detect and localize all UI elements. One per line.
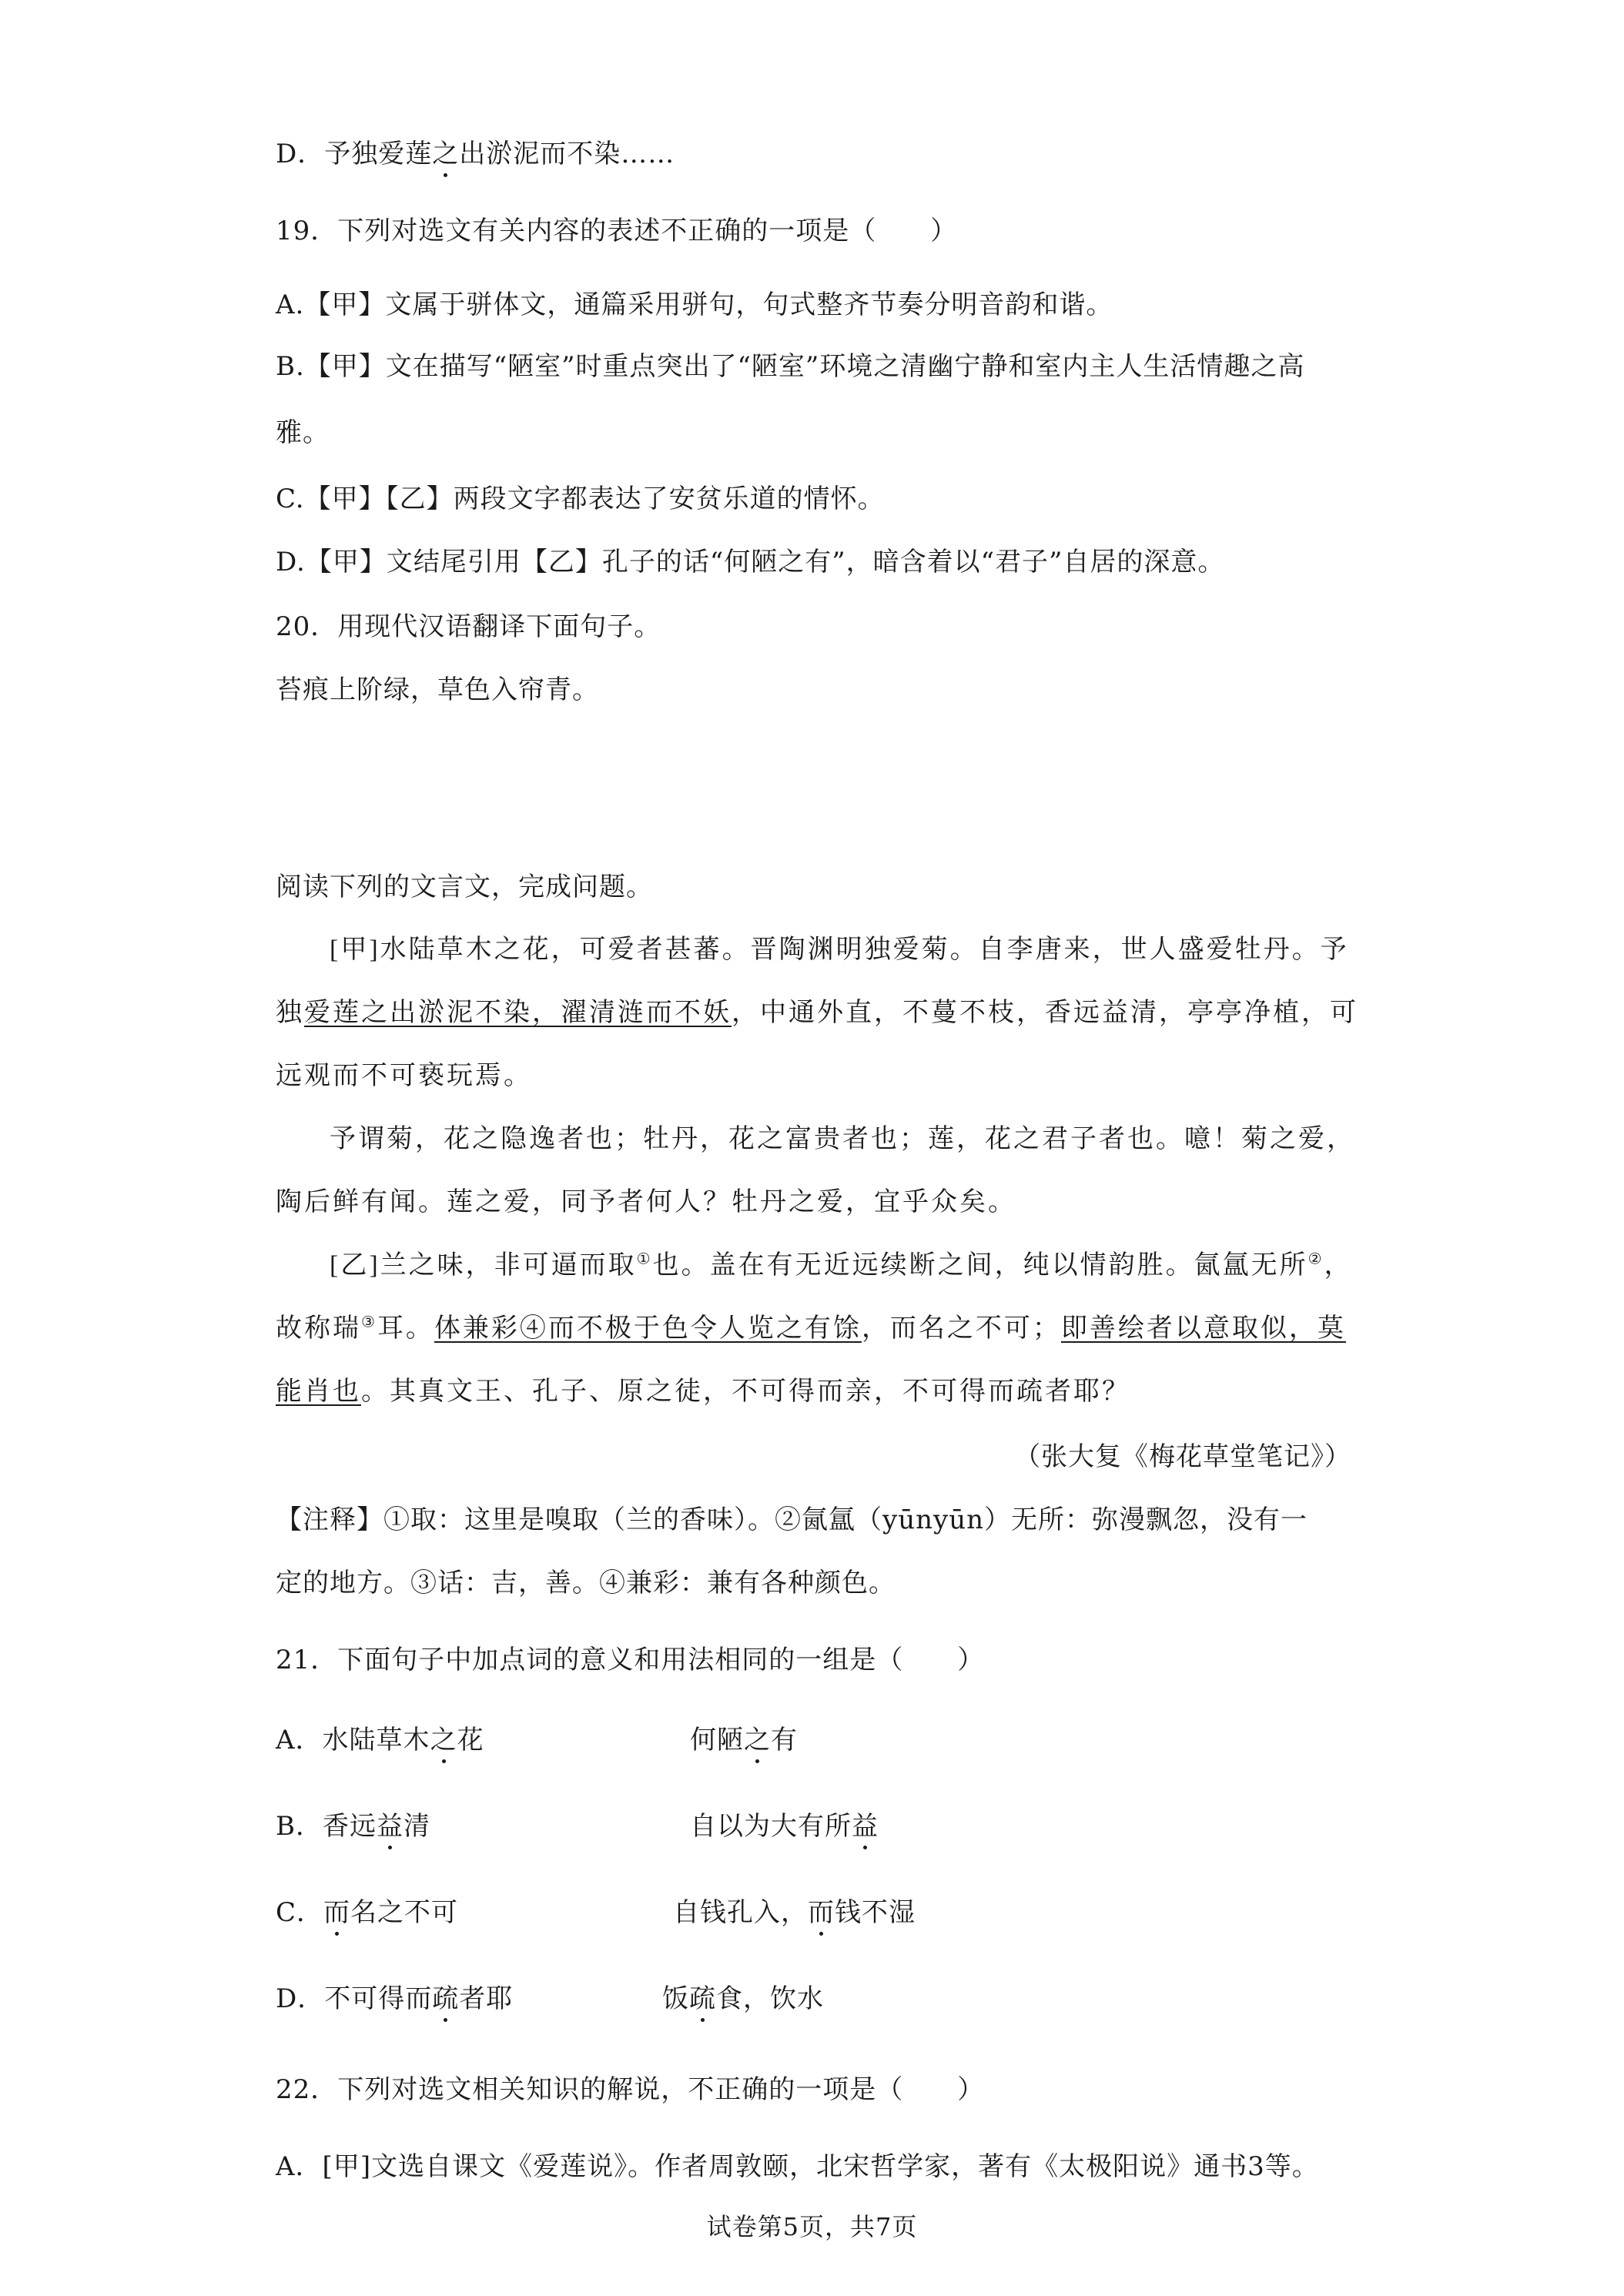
emphasis-dot-char: 之 — [432, 136, 459, 172]
q20-sentence: 苔痕上阶绿，草色入帘青。 — [276, 674, 599, 705]
jia-paragraph1-line1: [甲]水陆草木之花，可爱者甚蕃。晋陶渊明独爱菊。自李唐来，世人盛爱牡丹。予 — [330, 935, 1349, 964]
q22-stem: 22．下列对选文相关知识的解说，不正确的一项是（ ） — [276, 2074, 985, 2105]
emphasis-dot-char: 之 — [744, 1722, 771, 1759]
q21-option-b-right: 自以为大有所益 — [690, 1808, 879, 1845]
source-citation: （张大复《梅花草堂笔记》） — [1014, 1441, 1351, 1472]
q21-option-a-left: A．水陆草木之花 — [276, 1722, 484, 1759]
annotation-line1: 【注释】①取：这里是嗅取（兰的香味）。②氤氲（yūnyūn）无所：弥漫飘忽，没有一 — [276, 1504, 1308, 1535]
emphasis-dot-char: 益 — [377, 1808, 403, 1845]
q19-option-b-line1: B.【甲】文在描写“陋室”时重点突出了“陋室”环境之清幽宁静和室内主人生活情趣之高 — [276, 351, 1305, 382]
q21-option-c-left: C．而名之不可 — [276, 1894, 458, 1931]
footnote-marker: ① — [636, 1250, 653, 1268]
emphasis-dot-char: 之 — [430, 1722, 457, 1759]
page-footer: 试卷第5页，共7页 — [706, 2212, 918, 2241]
q20-stem: 20．用现代汉语翻译下面句子。 — [276, 611, 661, 642]
footnote-marker: ③ — [361, 1314, 377, 1331]
emphasis-dot-char: 而 — [808, 1894, 835, 1931]
jia-paragraph2-line1: 予谓菊，花之隐逸者也；牡丹，花之富贵者也；莲，花之君子者也。噫！菊之爱， — [330, 1125, 1355, 1153]
jia-paragraph2-line2: 陶后鲜有闻。莲之爱，同予者何人？牡丹之爱，宜乎众矣。 — [276, 1188, 1016, 1217]
q22-option-a: A．[甲]文选自课文《爱莲说》。作者周敦颐，北宋哲学家，著有《太极阳说》通书3等。 — [276, 2151, 1319, 2182]
yi-line1: [乙]兰之味，非可逼而取①也。盖在有无近远续断之间，纯以情韵胜。氤氲无所②， — [330, 1250, 1353, 1280]
q21-option-c-right: 自钱孔入，而钱不湿 — [673, 1894, 916, 1931]
underlined-phrase: 体兼彩④而不极于色令人览之有馀 — [434, 1314, 862, 1343]
jia-paragraph1-line3: 远观而不可亵玩焉。 — [276, 1062, 532, 1090]
q19-option-c: C.【甲】【乙】两段文字都表达了安贫乐道的情怀。 — [276, 484, 885, 514]
q21-option-d-right: 饭疏食，饮水 — [662, 1980, 824, 2017]
underlined-phrase: 爱莲之出淤泥不染，濯清涟而不妖 — [304, 999, 732, 1027]
q19-option-d: D.【甲】文结尾引用【乙】孔子的话“何陋之有”，暗含着以“君子”自居的深意。 — [276, 547, 1225, 577]
q21-option-d-left: D．不可得而疏者耶 — [276, 1980, 513, 2017]
q21-option-a-right: 何陋之有 — [690, 1722, 798, 1759]
q19-option-b-line2: 雅。 — [276, 417, 330, 448]
yi-line2: 故称瑞③耳。体兼彩④而不极于色令人览之有馀，而名之不可；即善绘者以意取似，莫 — [276, 1314, 1346, 1343]
underlined-phrase: 能肖也 — [276, 1377, 361, 1406]
annotation-line2: 定的地方。③话：吉，善。④兼彩：兼有各种颜色。 — [276, 1568, 896, 1598]
jia-paragraph1-line2: 独爱莲之出淤泥不染，濯清涟而不妖，中通外直，不蔓不枝，香远益清，亭亭净植，可 — [276, 999, 1358, 1027]
q19-option-a: A.【甲】文属于骈体文，通篇采用骈句，句式整齐节奏分明音韵和谐。 — [276, 290, 1113, 320]
q21-stem: 21．下面句子中加点词的意义和用法相同的一组是（ ） — [276, 1645, 985, 1675]
footnote-marker: ② — [1308, 1250, 1324, 1268]
emphasis-dot-char: 疏 — [432, 1980, 459, 2017]
q18-option-d: D．予独爱莲之出淤泥而不染…… — [276, 136, 675, 172]
q21-option-b-left: B．香远益清 — [276, 1808, 430, 1845]
emphasis-dot-char: 益 — [852, 1808, 879, 1845]
q19-stem: 19．下列对选文有关内容的表述不正确的一项是（ ） — [276, 216, 958, 246]
emphasis-dot-char: 而 — [323, 1894, 350, 1931]
emphasis-dot-char: 疏 — [689, 1980, 716, 2017]
reading-intro: 阅读下列的文言文，完成问题。 — [276, 872, 653, 902]
yi-line3: 能肖也。其真文王、孔子、原之徒，不可得而亲，不可得而疏者耶？ — [276, 1377, 1130, 1406]
underlined-phrase: 即善绘者以意取似，莫 — [1060, 1314, 1346, 1343]
